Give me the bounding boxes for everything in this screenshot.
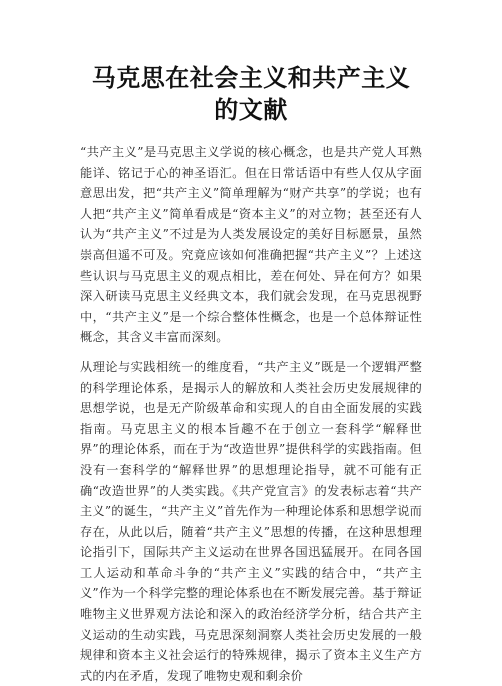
document-title: 马克思在社会主义和共产主义的文献 (91, 64, 411, 124)
paragraph-2: 从理论与实践相统一的维度看，“共产主义”既是一个逻辑严整的科学理论体系，是揭示人的解放和人类社会历史发展规律的思想学说，也是无产阶级革命和实现人的自由全面发展的实践指南。马克思主义的根本旨趣不在于创立一套科学“解释世界”的理论体系，而在于为“改造世界”提供科学的实践指南。但没有一套科学的“解释世界”的思想理论指导，就不可能有正确“改造世界”的人类实践。《共产党宣言》的发表标志着“共产主义”的诞生，“共产主义”首先作为一种理论体系和思想学说而存在，从此以后，随着“共产主义”思想的传播，在这种思想理论指引下，国际共产主义运动在世界各国迅猛展开。在同各国工人运动和革命斗争的“共产主义”实践的结合中，“共产主义”作为一个科学完整的理论体系也在不断发展完善。基于辩证唯物主义世界观方法论和深入的政治经济学分析，结合共产主义运动的生动实践，马克思深刻洞察人类社会历史发展的一般规律和资本主义社会运行的特殊规律，揭示了资本主义生产方式的内在矛盾，发现了唯物史观和剩余价 (80, 359, 422, 683)
paragraph-1: “共产主义”是马克思主义学说的核心概念，也是共产党人耳熟能详、铭记于心的神圣语汇。但在日常话语中有些人仅从字面意思出发，把“共产主义”简单理解为“财产共享”的学说；也有人把“共产主义”简单看成是“资本主义”的对立物；甚至还有人认为“共产主义”不过是为人类发展设定的美好目标愿景，虽然崇高但遥不可及。究竟应该如何准确把握“共产主义”？上述这些认识与马克思主义的观点相比，差在何处、异在何方？如果深入研读马克思主义经典文本，我们就会发现，在马克思视野中，“共产主义”是一个综合整体性概念，也是一个总体辩证性概念，其含义丰富而深刻。 (80, 145, 422, 345)
